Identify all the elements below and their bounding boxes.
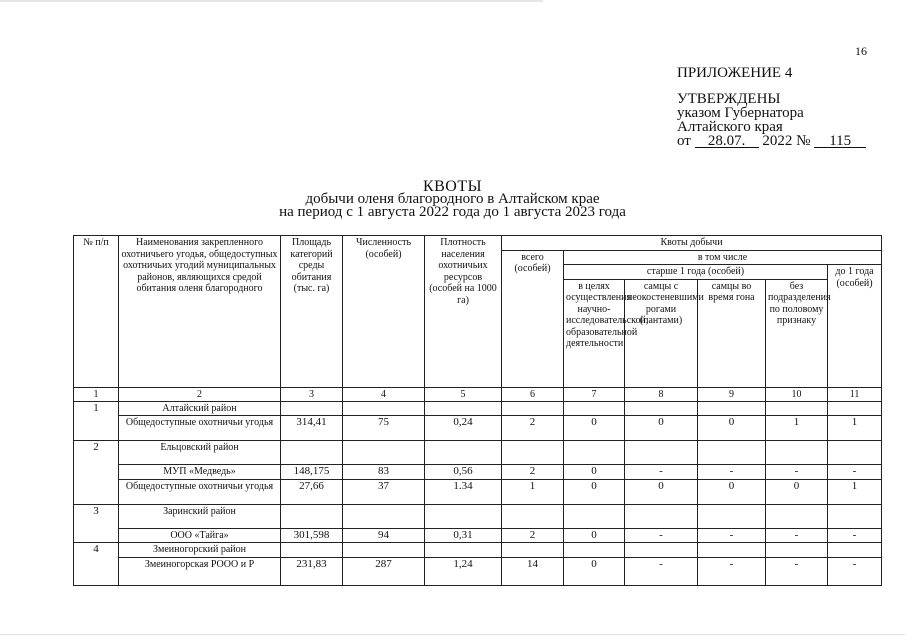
header-including: в том числе	[564, 250, 882, 265]
under1-cell: 1	[828, 416, 882, 441]
research-cell: 0	[564, 557, 625, 585]
col-num: 2	[119, 387, 281, 401]
district-row	[74, 441, 882, 465]
under1-cell: -	[828, 528, 882, 543]
males-rut-cell: -	[698, 557, 766, 585]
document-title	[0, 180, 905, 219]
col-num: 1	[74, 387, 119, 401]
table-row	[74, 528, 882, 543]
research-cell: 0	[564, 465, 625, 480]
total-cell: 14	[502, 557, 564, 585]
area-cell: 231,83	[281, 557, 343, 585]
no-sex-cell: 0	[766, 479, 828, 504]
header-under1: до 1 года (особей)	[828, 265, 882, 388]
from-prefix: от	[677, 133, 691, 149]
title-line-2: добычи оленя благородного в Алтайском крае	[305, 191, 600, 207]
count-cell: 83	[343, 465, 425, 480]
header-research: в целях осуществления научно-исследовательской, образовательной деятельности	[564, 279, 625, 387]
males-rut-cell: 0	[698, 416, 766, 441]
males-rut-cell: -	[698, 465, 766, 480]
header-no-sex: без подразделения по половому признаку	[766, 279, 828, 387]
header-males-unossified: самцы с неокостеневшими рогами (пантами)	[625, 279, 698, 387]
approval-block	[677, 66, 866, 148]
density-cell: 0,31	[425, 528, 502, 543]
decree-date: 28.07.	[695, 135, 759, 148]
approved-label: УТВЕРЖДЕНЫ	[677, 91, 781, 107]
col-num: 8	[625, 387, 698, 401]
density-cell: 1.34	[425, 479, 502, 504]
density-cell: 0,56	[425, 465, 502, 480]
area-cell: 301,598	[281, 528, 343, 543]
column-numbers-row	[74, 387, 882, 401]
district-group	[74, 441, 882, 505]
table-row	[74, 479, 882, 504]
total-cell: 2	[502, 528, 564, 543]
under1-cell: 1	[828, 479, 882, 504]
males-unossified-cell: -	[625, 557, 698, 585]
header-males-rut: самцы во время гона	[698, 279, 766, 387]
title-line-3: на период с 1 августа 2022 года до 1 августа 2023 года	[279, 204, 626, 220]
header-older: старше 1 года (особей)	[564, 265, 828, 280]
district-number: 2	[74, 441, 119, 505]
total-cell: 1	[502, 479, 564, 504]
decree-date-line	[677, 134, 866, 148]
area-cell: 27,66	[281, 479, 343, 504]
header-quotas: Квоты добычи	[502, 236, 882, 251]
table-row	[74, 465, 882, 480]
hunting-ground-name: ООО «Тайга»	[119, 528, 281, 543]
title-main: КВОТЫ	[422, 178, 483, 195]
males-unossified-cell: -	[625, 528, 698, 543]
col-num: 7	[564, 387, 625, 401]
no-sex-cell: -	[766, 528, 828, 543]
males-unossified-cell: -	[625, 465, 698, 480]
total-cell: 2	[502, 416, 564, 441]
males-unossified-cell: 0	[625, 479, 698, 504]
district-name: Алтайский район	[119, 401, 281, 416]
table-header	[74, 236, 882, 402]
density-cell: 0,24	[425, 416, 502, 441]
no-sex-cell: -	[766, 557, 828, 585]
district-row	[74, 504, 882, 528]
hunting-ground-name: Общедоступные охотничьи угодья	[119, 479, 281, 504]
decree-year: 2022 №	[762, 133, 811, 149]
under1-cell: -	[828, 557, 882, 585]
district-group	[74, 543, 882, 586]
research-cell: 0	[564, 528, 625, 543]
scan-edge-bottom	[0, 634, 905, 635]
no-sex-cell: 1	[766, 416, 828, 441]
table-row	[74, 416, 882, 441]
decree-number: 115	[814, 135, 866, 148]
header-area: Площадь категорий среды обитания (тыс. га)	[281, 236, 343, 388]
area-cell: 314,41	[281, 416, 343, 441]
col-num: 10	[766, 387, 828, 401]
district-group	[74, 401, 882, 441]
col-num: 6	[502, 387, 564, 401]
col-num: 11	[828, 387, 882, 401]
males-rut-cell: 0	[698, 479, 766, 504]
no-sex-cell: -	[766, 465, 828, 480]
district-row	[74, 401, 882, 416]
header-name: Наименования закрепленного охотничьего угодья, общедоступных охотничьих угодий муниципальных районов, являющихся средой обитания оленя благородного	[119, 236, 281, 388]
males-rut-cell: -	[698, 528, 766, 543]
area-cell: 148,175	[281, 465, 343, 480]
count-cell: 75	[343, 416, 425, 441]
region-label: Алтайского края	[677, 119, 783, 135]
decree-label: указом Губернатора	[677, 105, 804, 121]
district-number: 3	[74, 504, 119, 543]
research-cell: 0	[564, 479, 625, 504]
district-number: 1	[74, 401, 119, 441]
quota-table	[73, 235, 882, 586]
header-count: Численность (особей)	[343, 236, 425, 388]
hunting-ground-name: МУП «Медведь»	[119, 465, 281, 480]
density-cell: 1,24	[425, 557, 502, 585]
district-group	[74, 504, 882, 543]
district-name: Заринский район	[119, 504, 281, 528]
col-num: 5	[425, 387, 502, 401]
header-density: Плотность населения охотничьих ресурсов (особей на 1000 га)	[425, 236, 502, 388]
col-num: 4	[343, 387, 425, 401]
district-row	[74, 543, 882, 558]
col-num: 9	[698, 387, 766, 401]
table-row	[74, 557, 882, 585]
research-cell: 0	[564, 416, 625, 441]
district-name: Ельцовский район	[119, 441, 281, 465]
count-cell: 287	[343, 557, 425, 585]
scan-edge-top	[0, 0, 905, 2]
page-number: 16	[855, 44, 867, 58]
hunting-ground-name: Общедоступные охотничьи угодья	[119, 416, 281, 441]
under1-cell: -	[828, 465, 882, 480]
males-unossified-cell: 0	[625, 416, 698, 441]
count-cell: 37	[343, 479, 425, 504]
col-num: 3	[281, 387, 343, 401]
total-cell: 2	[502, 465, 564, 480]
district-number: 4	[74, 543, 119, 586]
appendix-label: ПРИЛОЖЕНИЕ 4	[677, 65, 793, 81]
district-name: Змеиногорский район	[119, 543, 281, 558]
header-no: № п/п	[74, 236, 119, 388]
header-total: всего (особей)	[502, 250, 564, 387]
count-cell: 94	[343, 528, 425, 543]
hunting-ground-name: Змеиногорская РООО и Р	[119, 557, 281, 585]
